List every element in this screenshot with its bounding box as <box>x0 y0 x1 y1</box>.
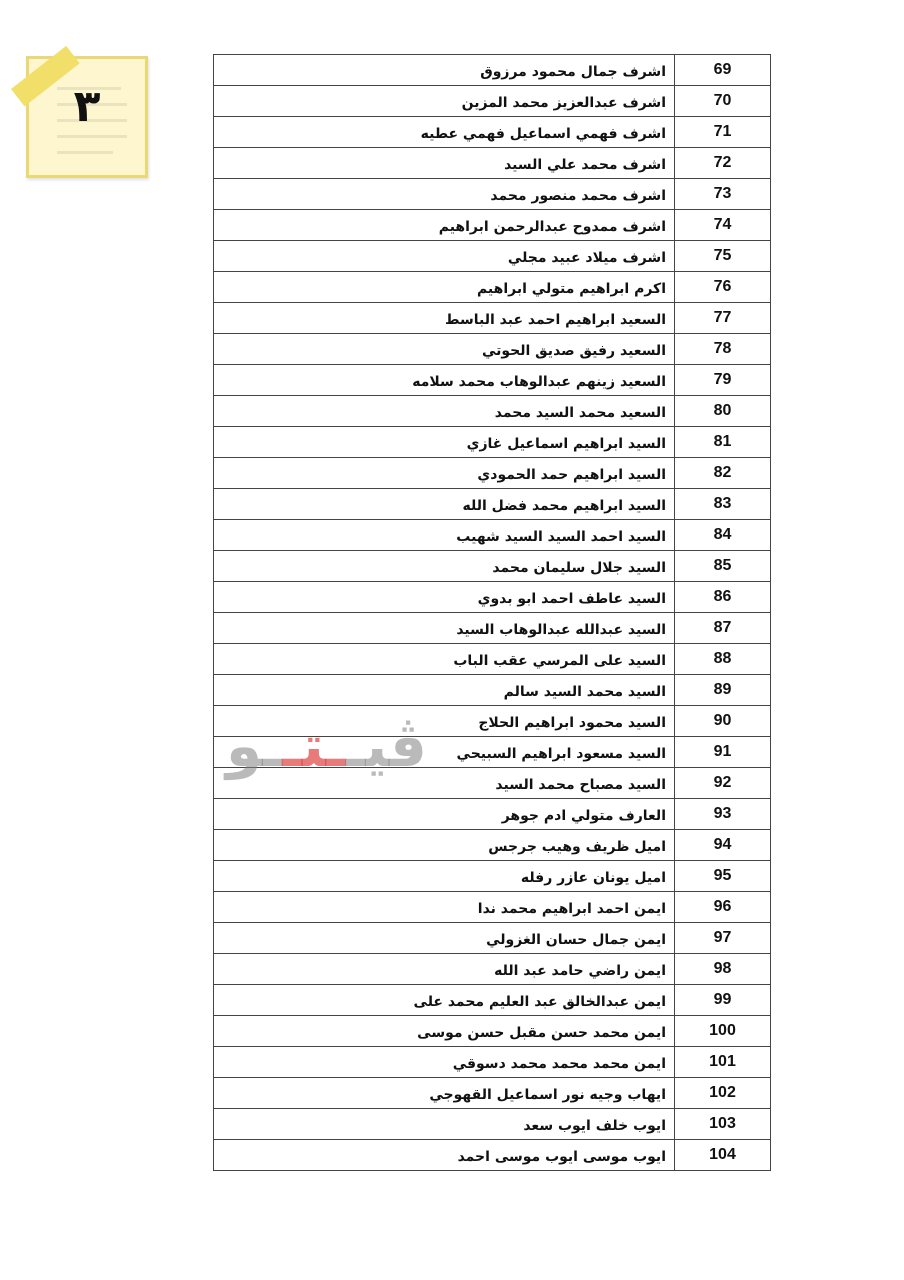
table-row <box>214 241 770 272</box>
table-row <box>214 675 770 706</box>
table-row <box>214 117 770 148</box>
table-row <box>214 303 770 334</box>
serial-number-cell: 76 <box>713 278 732 295</box>
name-cell: السيد جلال سليمان محمد <box>214 551 675 581</box>
table-row <box>214 613 770 644</box>
name-cell: اشرف فهمي اسماعيل فهمي عطيه <box>214 117 675 147</box>
table-row <box>214 179 770 210</box>
table-row <box>214 272 770 303</box>
table-row <box>214 985 770 1016</box>
table-row <box>214 1016 770 1047</box>
serial-number-cell: 103 <box>709 1115 736 1132</box>
names-table <box>213 54 771 1171</box>
name-cell: ايوب خلف ايوب سعد <box>214 1109 675 1139</box>
serial-number-cell: 83 <box>713 495 732 512</box>
table-row <box>214 86 770 117</box>
serial-number-cell: 98 <box>713 960 732 977</box>
table-row <box>214 427 770 458</box>
table-row <box>214 644 770 675</box>
table-row <box>214 210 770 241</box>
table-row <box>214 737 770 768</box>
serial-number-cell: 80 <box>713 402 732 419</box>
watermark-logo: ڤيــتــو <box>226 712 427 780</box>
name-cell: اشرف جمال محمود مرزوق <box>214 55 675 85</box>
name-cell: اكرم ابراهيم متولي ابراهيم <box>214 272 675 302</box>
name-cell: ايمن عبدالخالق عبد العليم محمد على <box>214 985 675 1015</box>
serial-number-cell: 81 <box>713 433 732 450</box>
name-cell: اميل يونان عازر رفله <box>214 861 675 891</box>
serial-number-cell: 74 <box>713 216 732 233</box>
name-cell: ايمن محمد محمد محمد دسوقي <box>214 1047 675 1077</box>
serial-number-cell: 90 <box>713 712 732 729</box>
page-number: ٣ <box>73 81 101 132</box>
serial-number-cell: 94 <box>713 836 732 853</box>
name-cell: السيد مسعود ابراهيم السبيحي <box>214 737 675 767</box>
serial-number-cell: 93 <box>713 805 732 822</box>
serial-number-cell: 84 <box>713 526 732 543</box>
serial-number-cell: 70 <box>713 92 732 109</box>
name-cell: السعيد ابراهيم احمد عبد الباسط <box>214 303 675 333</box>
table-row <box>214 334 770 365</box>
serial-number-cell: 72 <box>713 154 732 171</box>
name-cell: ايوب موسى ايوب موسى احمد <box>214 1140 675 1170</box>
name-cell: اميل ظريف وهيب جرجس <box>214 830 675 860</box>
name-cell: ايمن احمد ابراهيم محمد ندا <box>214 892 675 922</box>
name-cell: اشرف عبدالعزيز محمد المزين <box>214 86 675 116</box>
serial-number-cell: 91 <box>713 743 732 760</box>
name-cell: ايمن جمال حسان الغزولي <box>214 923 675 953</box>
name-cell: ايمن محمد حسن مقبل حسن موسى <box>214 1016 675 1046</box>
name-cell: اشرف محمد علي السيد <box>214 148 675 178</box>
table-row <box>214 396 770 427</box>
table-row <box>214 1140 770 1171</box>
table-row <box>214 520 770 551</box>
table-row <box>214 768 770 799</box>
serial-number-cell: 71 <box>713 123 732 140</box>
name-cell: اشرف ميلاد عبيد مجلي <box>214 241 675 271</box>
name-cell: السيد على المرسي عقب الباب <box>214 644 675 674</box>
serial-number-cell: 78 <box>713 340 732 357</box>
table-row <box>214 582 770 613</box>
table-row <box>214 489 770 520</box>
serial-number-cell: 95 <box>713 867 732 884</box>
table-row <box>214 923 770 954</box>
serial-number-cell: 97 <box>713 929 732 946</box>
serial-number-cell: 99 <box>713 991 732 1008</box>
name-cell: السعيد رفيق صديق الحوتي <box>214 334 675 364</box>
name-cell: السيد محمود ابراهيم الحلاج <box>214 706 675 736</box>
name-cell: السيد ابراهيم محمد فضل الله <box>214 489 675 519</box>
note-line <box>57 135 127 138</box>
serial-number-cell: 69 <box>713 61 732 78</box>
page-number-badge <box>26 56 148 178</box>
name-cell: السيد ابراهيم حمد الحمودي <box>214 458 675 488</box>
name-cell: ايهاب وجيه نور اسماعيل القهوجي <box>214 1078 675 1108</box>
note-line <box>57 151 113 154</box>
serial-number-cell: 100 <box>709 1022 736 1039</box>
table-row <box>214 148 770 179</box>
name-cell: السيد احمد السيد السيد شهيب <box>214 520 675 550</box>
serial-number-cell: 79 <box>713 371 732 388</box>
serial-number-cell: 88 <box>713 650 732 667</box>
table-row <box>214 954 770 985</box>
name-cell: السعيد زينهم عبدالوهاب محمد سلامه <box>214 365 675 395</box>
serial-number-cell: 73 <box>713 185 732 202</box>
name-cell: السيد محمد السيد سالم <box>214 675 675 705</box>
serial-number-cell: 96 <box>713 898 732 915</box>
name-cell: السيد مصباح محمد السيد <box>214 768 675 798</box>
name-cell: اشرف ممدوح عبدالرحمن ابراهيم <box>214 210 675 240</box>
table-row <box>214 892 770 923</box>
serial-number-cell: 82 <box>713 464 732 481</box>
table-row <box>214 706 770 737</box>
serial-number-cell: 87 <box>713 619 732 636</box>
table-row <box>214 799 770 830</box>
name-cell: السيد عبدالله عبدالوهاب السيد <box>214 613 675 643</box>
table-row <box>214 1078 770 1109</box>
table-row <box>214 55 770 86</box>
serial-number-cell: 102 <box>709 1084 736 1101</box>
table-row <box>214 458 770 489</box>
name-cell: السعيد محمد السيد محمد <box>214 396 675 426</box>
serial-number-cell: 92 <box>713 774 732 791</box>
name-cell: السيد ابراهيم اسماعيل غازي <box>214 427 675 457</box>
name-cell: السيد عاطف احمد ابو بدوي <box>214 582 675 612</box>
serial-number-cell: 89 <box>713 681 732 698</box>
table-row <box>214 830 770 861</box>
serial-number-cell: 104 <box>709 1146 736 1163</box>
serial-number-cell: 85 <box>713 557 732 574</box>
serial-number-cell: 101 <box>709 1053 736 1070</box>
table-row <box>214 861 770 892</box>
name-cell: اشرف محمد منصور محمد <box>214 179 675 209</box>
serial-number-cell: 77 <box>713 309 732 326</box>
table-row <box>214 1109 770 1140</box>
table-row <box>214 551 770 582</box>
serial-number-cell: 86 <box>713 588 732 605</box>
table-row <box>214 1047 770 1078</box>
serial-number-cell: 75 <box>713 247 732 264</box>
table-row <box>214 365 770 396</box>
name-cell: ايمن راضي حامد عبد الله <box>214 954 675 984</box>
name-cell: العارف متولي ادم جوهر <box>214 799 675 829</box>
